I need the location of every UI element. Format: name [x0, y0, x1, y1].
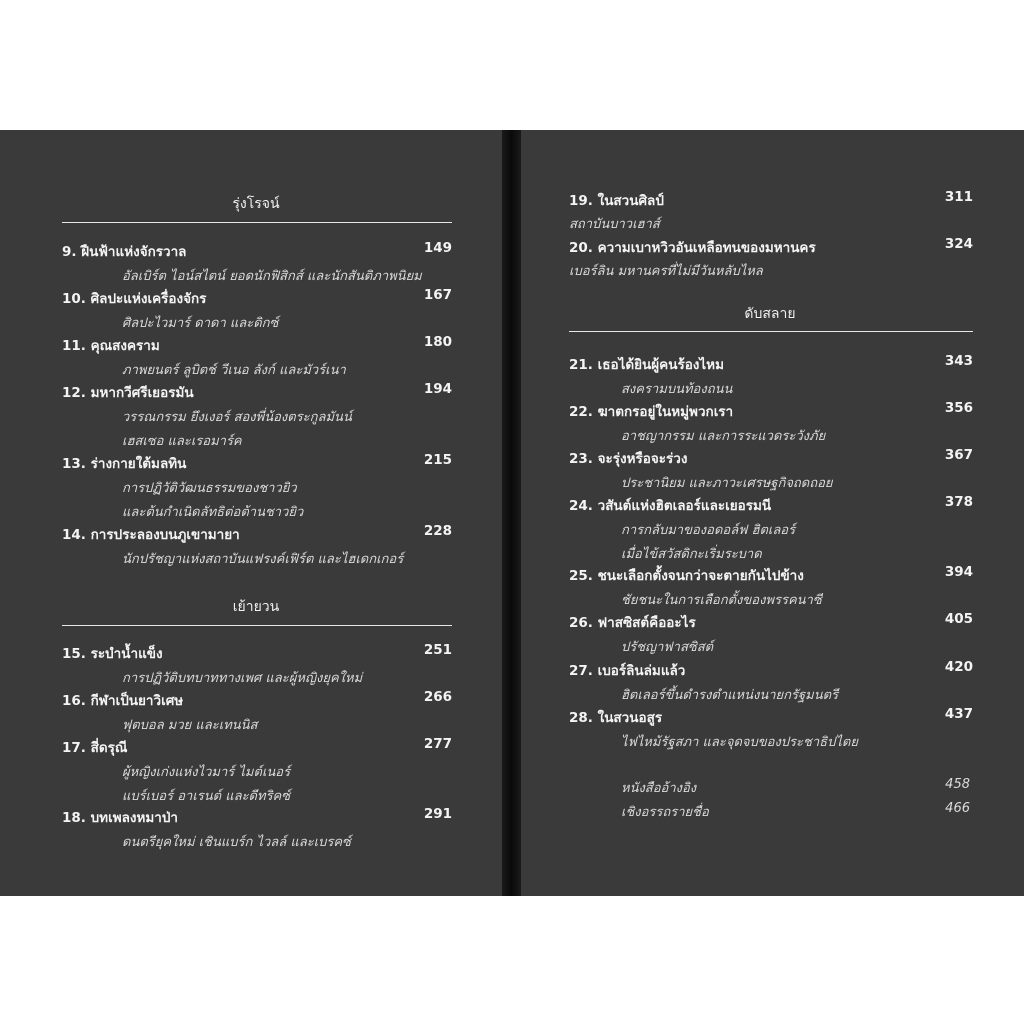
entry-subtitle: สถาบันบาวเฮาส์ [569, 217, 660, 232]
entry-subtitle: การปฏิวัติบทบาททางเพศ และผู้หญิงยุคใหม่ [122, 671, 363, 686]
entry-subtitle: สงครามบนท้องถนน [621, 382, 733, 397]
entry-title: 15. ระบำน้ำแข็ง [62, 646, 163, 662]
entry-subtitle: ภาพยนตร์ ลูบิตช์ วีเนอ ลังก์ และมัวร์เนา [122, 363, 346, 378]
entry-page: 367 [944, 447, 973, 463]
entry-page: 343 [944, 353, 973, 369]
entry-title: 19. ในสวนศิลป์ [569, 193, 664, 209]
entry-title: 13. ร่างกายใต้มลทิน [62, 456, 187, 472]
entry-title: 27. เบอร์ลินล่มแล้ว [569, 663, 686, 679]
entry-title: 23. จะรุ่งหรือจะร่วง [569, 451, 688, 467]
entry-page: 251 [423, 642, 452, 658]
entry-subtitle: และต้นกำเนิดลัทธิต่อต้านชาวยิว [122, 505, 304, 520]
entry-subtitle: ฟุตบอล มวย และเทนนิส [122, 718, 258, 733]
section-rule [569, 331, 973, 332]
entry-page: 394 [944, 564, 973, 580]
references-label: หนังสืออ้างอิง [621, 781, 697, 796]
entry-title: 28. ในสวนอสูร [569, 710, 663, 726]
entry-title: 21. เธอได้ยินผู้คนร้องไหม [569, 357, 724, 373]
entry-page: 291 [423, 806, 452, 822]
entry-subtitle: ประชานิยม และภาวะเศรษฐกิจถดถอย [621, 476, 833, 491]
entry-title: 18. บทเพลงหมาป่า [62, 810, 178, 826]
entry-subtitle: ดนตรียุคใหม่ เชินแบร์ก ไวลล์ และเบรคซ์ [122, 835, 351, 850]
entry-title: 14. การประลองบนภูเขามายา [62, 527, 240, 543]
entry-title: 10. ศิลปะแห่งเครื่องจักร [62, 291, 207, 307]
entry-subtitle: อัลเบิร์ต ไอน์สไตน์ ยอดนักฟิสิกส์ และนักสันติภาพนิยม [122, 269, 422, 284]
entry-page: 420 [944, 659, 973, 675]
book-gutter [502, 130, 521, 896]
notes-page: 466 [945, 801, 970, 816]
section-rule [62, 222, 452, 223]
entry-page: 228 [423, 523, 452, 539]
entry-subtitle: ปรัชญาฟาสซิสต์ [621, 640, 714, 655]
entry-title: 12. มหากวีศรีเยอรมัน [62, 385, 194, 401]
entry-subtitle: ศิลปะไวมาร์ ดาดา และดิกซ์ [122, 316, 279, 331]
entry-title: 26. ฟาสซิสต์คืออะไร [569, 615, 696, 631]
entry-page: 437 [944, 706, 973, 722]
entry-subtitle: แบร์เบอร์ อาเรนต์ และดีทริคซ์ [122, 789, 291, 804]
entry-page: 149 [423, 240, 452, 256]
entry-page: 356 [944, 400, 973, 416]
entry-page: 194 [423, 381, 452, 397]
entry-title: 17. สี่ดรุณี [62, 740, 128, 756]
entry-subtitle: เบอร์ลิน มหานครที่ไม่มีวันหลับไหล [569, 264, 763, 279]
entry-page: 378 [944, 494, 973, 510]
entry-subtitle: เมื่อไข้สวัสดิกะเริ่มระบาด [621, 547, 762, 562]
notes-label: เชิงอรรถรายชื่อ [621, 805, 709, 820]
entry-page: 180 [423, 334, 452, 350]
entry-page: 311 [944, 189, 973, 205]
entry-title: 9. ฝืนฟ้าแห่งจักรวาล [62, 244, 187, 260]
entry-title: 25. ชนะเลือกตั้งจนกว่าจะตายกันไปข้าง [569, 568, 804, 584]
entry-title: 11. คุณสงคราม [62, 338, 160, 354]
entry-page: 277 [423, 736, 452, 752]
entry-subtitle: ฮิตเลอร์ขึ้นดำรงตำแหน่งนายกรัฐมนตรี [621, 688, 839, 703]
entry-title: 24. วสันต์แห่งฮิตเลอร์และเยอรมนี [569, 498, 772, 514]
entry-page: 405 [944, 611, 973, 627]
entry-subtitle: อาชญากรรม และการระแวดระวังภัย [621, 429, 826, 444]
entry-subtitle: วรรณกรรม ยึงเงอร์ สองพี่น้องตระกูลมันน์ [122, 410, 352, 425]
entry-page: 215 [423, 452, 452, 468]
entry-subtitle: นักปรัชญาแห่งสถาบันแฟรงค์เฟิร์ต และไฮเดกเกอร์ [122, 552, 404, 567]
entry-subtitle: ผู้หญิงเก่งแห่งไวมาร์ ไมต์เนอร์ [122, 765, 291, 780]
entry-title: 16. กีฬาเป็นยาวิเศษ [62, 693, 184, 709]
entry-subtitle: ไฟไหม้รัฐสภา และจุดจบของประชาธิปไตย [621, 735, 858, 750]
entry-title: 22. ฆาตกรอยู่ในหมู่พวกเรา [569, 404, 734, 420]
section-title: รุ่งโรจน์ [232, 196, 280, 212]
section-title: เย้ายวน [232, 599, 280, 615]
entry-subtitle: เฮสเซอ และเรอมาร์ค [122, 434, 242, 449]
entry-subtitle: การปฏิวัติวัฒนธรรมของชาวยิว [122, 481, 297, 496]
references-page: 458 [945, 777, 970, 792]
entry-subtitle: การกลับมาของอดอล์ฟ ฮิตเลอร์ [621, 523, 796, 538]
entry-page: 167 [423, 287, 452, 303]
entry-page: 324 [944, 236, 973, 252]
entry-subtitle: ชัยชนะในการเลือกตั้งของพรรคนาซี [621, 593, 822, 608]
entry-page: 266 [423, 689, 452, 705]
section-title: ดับสลาย [744, 306, 796, 322]
section-rule [62, 625, 452, 626]
entry-title: 20. ความเบาหวิวอันเหลือทนของมหานคร [569, 240, 816, 256]
